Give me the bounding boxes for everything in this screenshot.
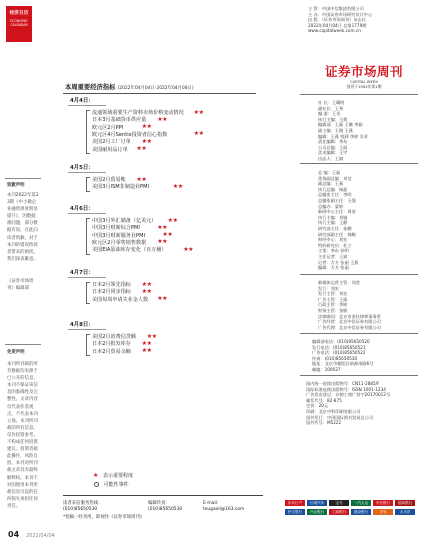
legend-possible (94, 481, 129, 488)
importance-stars: ★★ (141, 347, 152, 355)
importance-stars: ★★ (146, 332, 157, 340)
day-label: 4月5日： (70, 165, 94, 171)
day-underline (68, 172, 106, 173)
importance-stars: ★★ (162, 231, 173, 239)
admin-line: 法律顾问：北京市金杜律师事务所 (318, 313, 381, 319)
admin-line: 行政主管：李婷 (318, 302, 348, 308)
importance-stars: ★★ (141, 339, 152, 347)
title-underline (63, 93, 256, 94)
day-label: 4月4日： (70, 98, 94, 104)
editorial-line: 美术编辑：王宇 (318, 150, 348, 156)
admin-line: 新媒体运营主管：刘莹 (318, 280, 360, 285)
day-underline (68, 277, 106, 278)
indicator-name: 美国EIA原油库存变化（百万桶） (92, 247, 167, 254)
advertiser-logo: 太平洋 (395, 509, 415, 515)
staff-line: 执行主编：王静 (318, 220, 348, 226)
economic-calendar-logo (6, 6, 32, 42)
indicator-name: 美国2月贸易帐 (92, 177, 126, 183)
admin-line: 发行主管：刘宏 (318, 291, 348, 297)
staff-line: 记者：方方 张丽 王燕 (318, 259, 359, 265)
staff-line: 总编室副主任：王强 (318, 197, 356, 203)
masthead-rule (300, 94, 418, 95)
day-underline (68, 213, 106, 214)
footer-rule (63, 495, 263, 496)
masthead-admin (318, 280, 381, 330)
admin-line: 广告经营：北京中信证券有限公司 (318, 319, 381, 325)
indicator-name: 日本2月同步指标 (92, 289, 131, 296)
calendar-date-range: (2022年04月04日-2022年04月08日) (117, 86, 194, 91)
print-line: 邮发代号：82-875 (306, 397, 342, 403)
staff-line: 副总编：王燕 (318, 181, 344, 187)
legend-importance-text: 表示重要程度 (102, 473, 133, 479)
masthead-phone (312, 339, 373, 373)
importance-stars: ★★ (141, 123, 152, 131)
importance-stars: ★★ (157, 223, 168, 231)
masthead-line: 出 版：《证券市场周刊》杂志社 (308, 17, 366, 23)
importance-stars: ★★ (136, 175, 147, 183)
apology-signature: 《证券市场周刊》编辑部 (7, 279, 34, 292)
logo-title: 经济日历 (9, 11, 29, 16)
advertiser-logo: 建设银行 (351, 509, 371, 515)
day-bracket (86, 177, 90, 192)
masthead-rule (300, 274, 418, 275)
staff-line: 新闻中心主任：周涛 (318, 209, 356, 215)
advertiser-logo: 长城汽车 (307, 500, 327, 506)
advertiser-logo: 中信银行 (373, 500, 393, 506)
importance-stars: ★★ (141, 280, 152, 288)
advertiser-logo: 兴业银行 (307, 509, 327, 515)
masthead-top (308, 6, 372, 34)
fax-label: 编辑传真： (148, 501, 170, 506)
admin-line: 广告主管：王娟 (318, 296, 348, 302)
editorial-line: 副主编：王晓 王燕 (318, 127, 353, 133)
importance-stars: ★★ (183, 245, 194, 253)
importance-stars: ★★ (157, 295, 168, 303)
email-label: E-mail: (203, 501, 219, 506)
masthead-print (306, 381, 390, 426)
importance-stars: ★★ (157, 238, 168, 246)
importance-stars: ★★ (167, 216, 178, 224)
print-line: 印刷：北京中科印刷有限公司 (306, 408, 361, 414)
advertiser-logo: 工商银行 (329, 509, 349, 515)
staff-line: 主笔：李东 孙明 (318, 248, 349, 254)
staff-line: 常务副总编：刘莹 (318, 175, 352, 181)
advertiser-logo: 一汽大众 (351, 500, 371, 506)
advertiser-logo: 民生银行 (285, 509, 305, 515)
print-line: 国外代号：M5222 (306, 420, 342, 426)
masthead-rule (300, 375, 418, 376)
masthead-line: www.capitalweek.com.cn (308, 28, 361, 34)
indicator-name: 日本2月批发库存 (92, 341, 131, 348)
staff-line: 总编办：梁婷 (318, 203, 344, 209)
print-line: 国内统一连续出版物号：CN11-2885/F (306, 381, 380, 386)
editorial-line: 编 委：王炎 (318, 111, 341, 117)
masthead-staff (318, 170, 358, 271)
editorial-line: 出品人：王斌 (318, 155, 344, 161)
apology-text: 本刊2022年第23期《中小微企业融资难度明显提升》，因数据源问题，部分数据有误，在此向读者致歉。对于本刊的错误给读者带来的困扰，我们深表歉意。 (7, 193, 39, 262)
advertiser-logos (285, 500, 417, 522)
day-bracket (86, 110, 90, 154)
staff-line: 编辑：方方 张丽 (318, 265, 349, 271)
fax-block (148, 501, 182, 513)
advertiser-logo: 平安 (373, 509, 393, 515)
legend-circle-icon (94, 482, 99, 487)
editorial-line: 社 长：王璐明 (318, 100, 345, 105)
staff-line: 特约研究员：杜立 (318, 242, 352, 248)
indicator-name: 流通领域重要生产资料市场价格变动情况 (92, 110, 184, 116)
editorial-line: 编辑：王燕 钱莉 李婷 吴芳 (318, 133, 369, 139)
editorial-line: 执行主编：王炳 (318, 116, 348, 122)
staff-line: 研究部主任：孙鹏 (318, 225, 352, 231)
staff-line: 执行主编：刘婧 (318, 214, 348, 220)
masthead-line: 主 办：中国证券市场研究设计中心 (308, 11, 373, 17)
divider (5, 344, 41, 345)
indicator-name: 中国3月财新服务业PMI (92, 232, 145, 239)
indicator-name: 美国每周申请失业金人数 (92, 296, 149, 303)
day-label: 4月7日： (70, 270, 94, 276)
editorial-line: 副社长：王琴 (318, 105, 344, 111)
print-line: 广告发布登记：京朝工商广登字20170012号 (306, 392, 391, 398)
advertiser-logo: 招商银行 (395, 500, 415, 506)
importance-stars: ★★ (157, 115, 168, 123)
phone-line: 邮编：100027 (312, 366, 341, 372)
hotline-number: (010)85650530 (63, 507, 98, 512)
masthead-rule (300, 163, 418, 164)
calendar-title-text: 本周重要经济指标 (65, 84, 116, 91)
email-address[interactable]: tougaoli@163.com (203, 507, 245, 512)
indicator-name: 中国3月财新综合PMI (92, 225, 140, 232)
masthead-line: 主 管：中国中信集团有限公司 (308, 6, 364, 11)
day-bracket (86, 334, 90, 356)
admin-line: 发行：刘宏 (318, 285, 339, 291)
staff-line: 财经中心：刘宏 (318, 237, 348, 243)
day-underline (68, 329, 106, 330)
page-date: 2022/04/04 (26, 533, 55, 539)
editorial-line: 责任编辑：李东 (318, 139, 348, 145)
indicator-name: 日本2月领先指标 (92, 282, 131, 288)
print-line: 定价：20元 (306, 403, 329, 409)
importance-stars: ★★ (172, 182, 183, 190)
importance-stars: ★★ (193, 108, 204, 116)
advertiser-logo: 宝马 (329, 500, 349, 506)
importance-stars: ★★ (193, 130, 204, 138)
masthead-logo-en: CAPITAL WEEK (350, 79, 378, 84)
importance-stars: ★★ (141, 137, 152, 145)
day-label: 4月8日： (70, 322, 94, 328)
masthead-rule (300, 333, 418, 334)
staff-line: 总编室主任：李明 (318, 192, 352, 198)
day-underline (68, 105, 106, 106)
admin-line: 财务主管：张敏 (318, 307, 348, 313)
staff-line: 主任记者：王斌 (318, 253, 348, 259)
print-line: 国际标准连续出版物号：ISSN 1001-1234 (306, 386, 386, 392)
advertiser-logo: 东风日产 (285, 500, 305, 506)
importance-stars: ★★ (136, 145, 147, 152)
masthead-line: 2022年04月04日 总第1779期 (308, 22, 367, 28)
indicator-name: 美国3月ISM非制造业PMI (92, 184, 149, 191)
footer-note: *投稿一经刊用，即视作《证券市场周刊》 (63, 515, 145, 520)
masthead-editorial (318, 100, 368, 162)
importance-stars: ★★ (141, 287, 152, 295)
day-bracket (86, 282, 90, 304)
divider (5, 178, 41, 179)
indicator-name: 日本3月基础货币供应量 (92, 117, 147, 124)
hotline-label: 读者来信服务热线： (63, 501, 103, 506)
indicator-name: 欧元区4月Sentix投资者信心指数 (92, 131, 168, 138)
email-block (203, 501, 244, 513)
staff-line: 总 编：王磊 (318, 170, 341, 175)
indicator-name: 美国2月工厂订单 (92, 139, 131, 146)
logo-subtitle: ECONOMIC CALENDAR (10, 19, 28, 27)
indicator-name: 欧元区2月零售销售数据 (92, 239, 147, 246)
day-bracket (86, 218, 90, 255)
day-label: 4月6日： (70, 206, 94, 212)
indicator-name: 美国耐用品订单 (92, 146, 128, 153)
print-line: 国外发行：中国国际图书贸易总公司 (306, 414, 374, 420)
masthead-logo-cn: 证券市场周刊 (324, 64, 403, 79)
admin-line: 广告代理：北京中信证券有限公司 (318, 324, 381, 330)
editorial-line: 编辑部：王磊 王璐 李娟 (318, 122, 363, 128)
apology-heading: 致歉声明 (7, 183, 25, 188)
legend-star-icon: ★ (93, 472, 99, 479)
legend-importance (93, 472, 133, 479)
phone-line: 编辑部电话：(010)85650520 (312, 339, 370, 344)
hotline-block (63, 501, 103, 513)
fax-number: (010)85650530 (148, 507, 183, 512)
indicator-name: 美国2月消费信贷额 (92, 334, 136, 340)
indicator-name: 日本2月贸易余额 (92, 348, 131, 355)
masthead-logo (318, 62, 410, 89)
disclaimer-text: 本刊所刊载的所有数据均来源于已公开的信息，本刊不保证该信息的准确性及完整性。文章内容仅代表作者观点，不代表本刊立场。本刊所刊载的所有信息，仅作投资参考，不构成任何投资建议。投资者据此操作，风险自担。本刊对所刊载文章具有最终解释权。本刊不对因使用本刊所载信息引起的任何损失承担任何责任。 (7, 362, 38, 509)
disclaimer-heading: 免责声明 (7, 350, 25, 355)
indicator-name: 欧元区2月PPI (92, 124, 124, 131)
phone-line: 广告电话：(010)85650522 (312, 350, 366, 356)
calendar-title (65, 82, 194, 91)
editorial-line: 公司总编：王丽 (318, 144, 348, 150)
phone-line: 地址：北京市朝阳区新源南路6号 (312, 361, 374, 367)
masthead-logo-line: 创刊于1992年第1期 (346, 83, 382, 89)
legend-possible-text: 可能性事件 (103, 482, 129, 488)
staff-line: 执行总编：杨磊 (318, 186, 348, 192)
indicator-name: 中国3月外汇储备（亿美元） (92, 218, 157, 224)
phone-line: 发行电话：(010)85650521 (312, 344, 366, 350)
staff-line: 研究部副主任：韩梅 (318, 231, 356, 237)
page-number: 04 (8, 530, 20, 539)
phone-line: 传真：(010)85650530 (312, 355, 358, 361)
